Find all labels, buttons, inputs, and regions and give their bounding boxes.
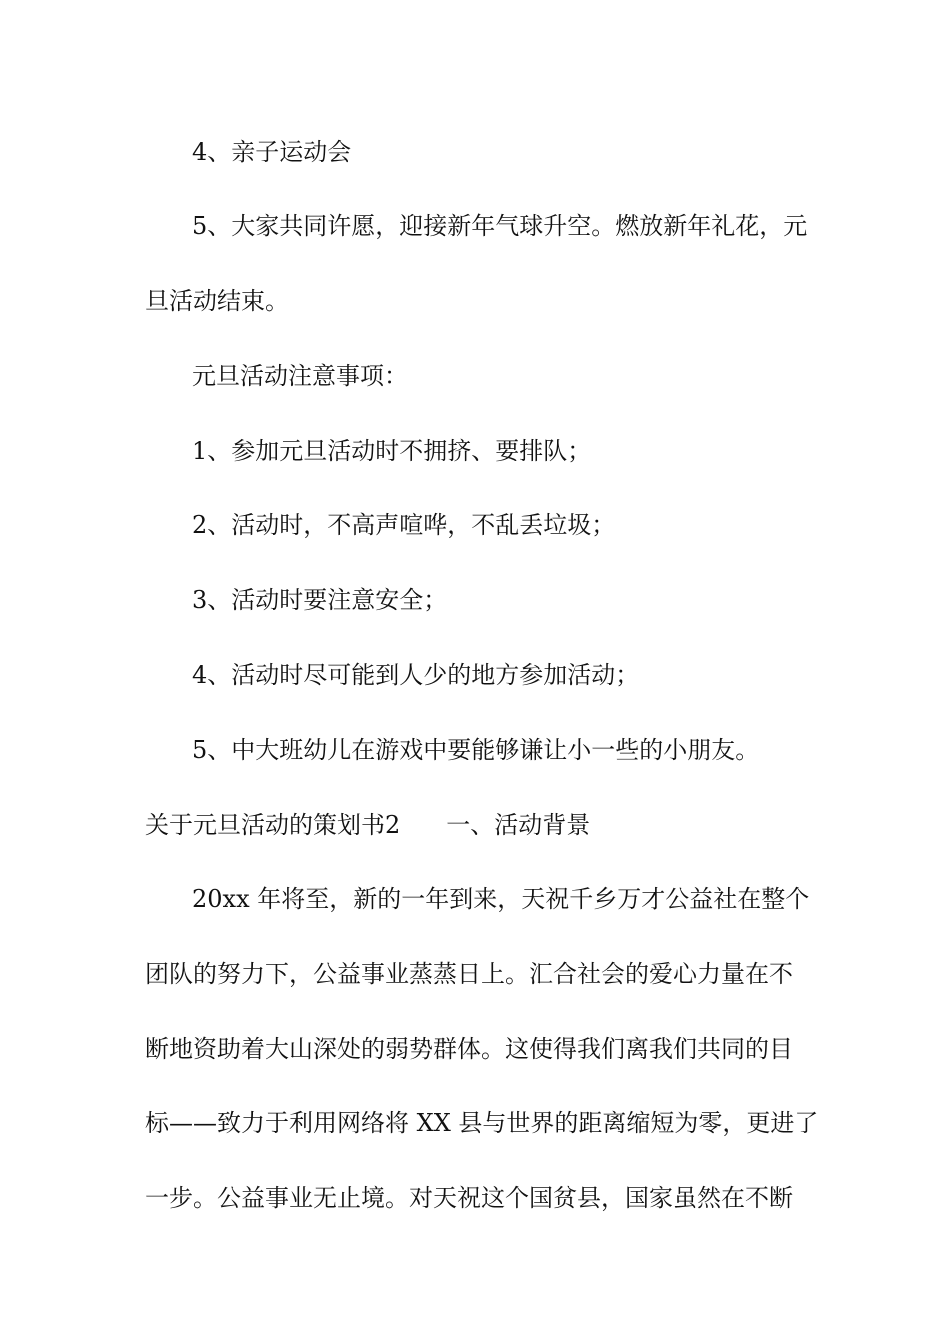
paragraph-line-1: 20xx 年将至，新的一年到来，天祝千乡万才公益社在整个	[192, 885, 810, 913]
list-item-new-year-wish: 5、大家共同许愿，迎接新年气球升空。燃放新年礼花，元	[192, 212, 808, 240]
note-item-5: 5、中大班幼儿在游戏中要能够谦让小一些的小朋友。	[192, 736, 760, 764]
section-heading	[145, 810, 590, 840]
section-title: 一、活动背景	[446, 811, 591, 839]
note-item-1: 1、参加元旦活动时不拥挤、要排队；	[192, 437, 592, 465]
doc-title: 关于元旦活动的策划书2	[145, 811, 401, 839]
list-item-new-year-wish-cont: 旦活动结束。	[145, 287, 289, 315]
paragraph-line-2: 团队的努力下，公益事业蒸蒸日上。汇合社会的爱心力量在不	[145, 960, 793, 988]
paragraph-line-5: 一步。公益事业无止境。对天祝这个国贫县，国家虽然在不断	[145, 1184, 793, 1212]
note-item-3: 3、活动时要注意安全；	[192, 586, 448, 614]
note-item-2: 2、活动时，不高声喧哗，不乱丢垃圾；	[192, 511, 616, 539]
paragraph-line-3: 断地资助着大山深处的弱势群体。这使得我们离我们共同的目	[145, 1035, 793, 1063]
notes-title: 元旦活动注意事项：	[192, 362, 408, 390]
paragraph-line-4: 标——致力于利用网络将 XX 县与世界的距离缩短为零，更进了	[145, 1109, 819, 1137]
list-item-parent-child-sports: 4、亲子运动会	[192, 138, 352, 166]
note-item-4: 4、活动时尽可能到人少的地方参加活动；	[192, 661, 640, 689]
